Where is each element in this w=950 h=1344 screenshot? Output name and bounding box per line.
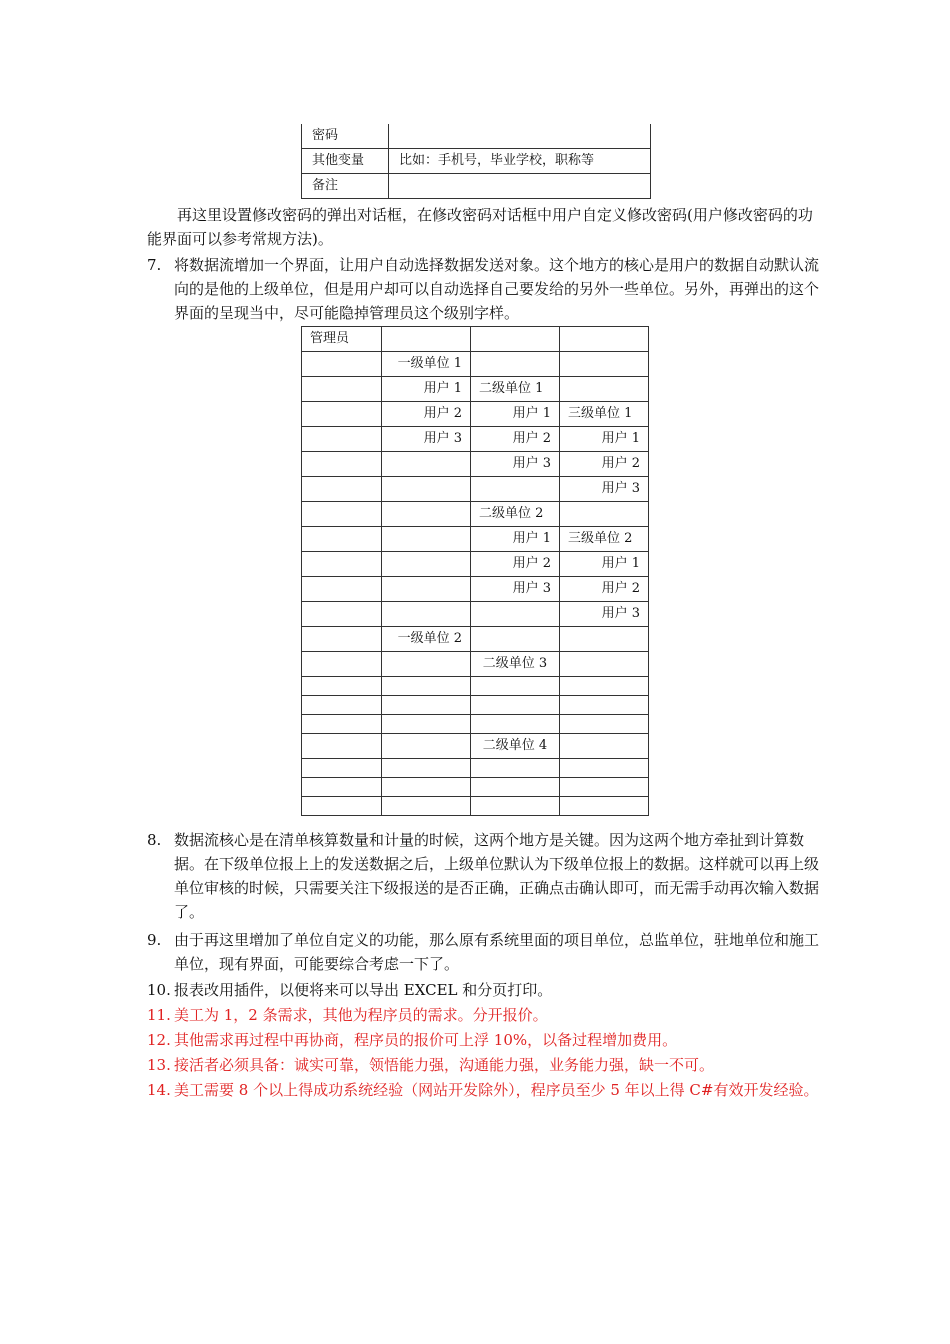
table-row (302, 427, 649, 452)
table-cell (560, 327, 649, 352)
table-cell (471, 778, 560, 797)
item-text: 报表改用插件，以便将来可以导出 EXCEL 和分页打印。 (174, 981, 553, 999)
table-cell: 用户 2 (560, 452, 649, 477)
table-cell (382, 327, 471, 352)
table-row (302, 552, 649, 577)
table-cell (560, 677, 649, 696)
table-cell (471, 327, 560, 352)
table-cell (382, 602, 471, 627)
table-cell (560, 627, 649, 652)
list-item (147, 1078, 827, 1102)
table-cell: 用户 3 (471, 577, 560, 602)
table-cell (302, 377, 382, 402)
table-cell: 三级单位 2 (560, 527, 649, 552)
list-item (147, 1003, 827, 1027)
table-cell (471, 759, 560, 778)
table-cell (471, 602, 560, 627)
item-text: 由于再这里增加了单位自定义的功能，那么原有系统里面的项目单位，总监单位，驻地单位和施工单位，现有界面，可能要综合考虑一下了。 (174, 931, 820, 973)
table-cell (302, 452, 382, 477)
list-item (147, 253, 827, 325)
table-cell: 用户 3 (560, 477, 649, 502)
table-cell (302, 677, 382, 696)
table-row (302, 477, 649, 502)
item-number: 13. (147, 1056, 171, 1074)
item-text: 接活者必须具备：诚实可靠，领悟能力强，沟通能力强，业务能力强，缺一不可。 (174, 1056, 715, 1074)
item-text: 其他需求再过程中再协商，程序员的报价可上浮 10%，以备过程增加费用。 (174, 1031, 678, 1049)
table-cell (382, 577, 471, 602)
table-row (302, 734, 649, 759)
table-cell (560, 778, 649, 797)
table-cell (382, 452, 471, 477)
table-cell: 二级单位 2 (471, 502, 560, 527)
table-cell (302, 652, 382, 677)
field-name: 备注 (302, 174, 389, 199)
table-cell: 用户 2 (471, 427, 560, 452)
item-text: 美工需要 8 个以上得成功系统经验（网站开发除外），程序员至少 5 年以上得 C#有效开发经验。 (174, 1081, 819, 1099)
table-row (302, 527, 649, 552)
table-cell: 用户 2 (560, 577, 649, 602)
item-text: 数据流核心是在清单核算数量和计量的时候，这两个地方是关键。因为这两个地方牵扯到计算数据。在下级单位报上上的发送数据之后，上级单位默认为下级单位报上的数据。这样就可以再上级单位审核的时候，只需要关注下级报送的是否正确，正确点击确认即可，而无需手动再次输入数据了。 (174, 831, 820, 921)
table-row (302, 149, 651, 174)
table-row (302, 778, 649, 797)
table-cell (382, 677, 471, 696)
table-cell (382, 527, 471, 552)
table-cell (560, 797, 649, 816)
table-cell (471, 797, 560, 816)
list-item (147, 1028, 827, 1052)
table-cell (302, 577, 382, 602)
table-row (302, 677, 649, 696)
table-cell (471, 696, 560, 715)
table-cell (560, 715, 649, 734)
list-item (147, 828, 827, 924)
field-note: 比如：手机号，毕业学校，职称等 (389, 149, 651, 174)
table-row (302, 797, 649, 816)
field-name: 其他变量 (302, 149, 389, 174)
table-row (302, 352, 649, 377)
table-cell (382, 734, 471, 759)
table-cell: 用户 1 (382, 377, 471, 402)
table-row (302, 627, 649, 652)
table-row (302, 759, 649, 778)
table-row (302, 327, 649, 352)
item-number: 11. (147, 1006, 171, 1024)
table-cell: 用户 3 (560, 602, 649, 627)
item-number: 12. (147, 1031, 171, 1049)
table-cell (382, 696, 471, 715)
table-cell (560, 734, 649, 759)
table-cell (560, 352, 649, 377)
item-number: 10. (147, 981, 171, 999)
table-cell (471, 715, 560, 734)
list-item (147, 978, 827, 1002)
table-row (302, 715, 649, 734)
field-note (389, 174, 651, 199)
table-cell (302, 402, 382, 427)
table-cell (382, 502, 471, 527)
table-row (302, 402, 649, 427)
table-cell (302, 759, 382, 778)
table-cell: 一级单位 1 (382, 352, 471, 377)
table-row (302, 502, 649, 527)
field-note (389, 124, 651, 149)
table-cell (302, 552, 382, 577)
table-row (302, 652, 649, 677)
table-cell (471, 352, 560, 377)
table-row (302, 577, 649, 602)
table-cell (471, 677, 560, 696)
item-text: 将数据流增加一个界面，让用户自动选择数据发送对象。这个地方的核心是用户的数据自动默认流向的是他的上级单位，但是用户却可以自动选择自己要发给的另外一些单位。另外，再弹出的这个界面的呈现当中，尽可能隐掉管理员这个级别字样。 (174, 256, 820, 322)
item-text: 美工为 1，2 条需求，其他为程序员的需求。分开报价。 (174, 1006, 548, 1024)
table-cell (302, 778, 382, 797)
table-row (302, 452, 649, 477)
table-cell (302, 696, 382, 715)
item-number: 8. (147, 831, 162, 849)
table-cell (560, 759, 649, 778)
table-cell (560, 652, 649, 677)
table-cell (560, 696, 649, 715)
item-number: 9. (147, 931, 162, 949)
table-cell (302, 427, 382, 452)
item-number: 7. (147, 256, 162, 274)
table-cell: 用户 3 (471, 452, 560, 477)
table-cell (382, 759, 471, 778)
table-row (302, 696, 649, 715)
list-item (147, 928, 827, 976)
table-cell: 用户 1 (560, 552, 649, 577)
table-cell (560, 502, 649, 527)
table-cell (302, 734, 382, 759)
user-fields-table (301, 124, 651, 199)
table-cell (302, 527, 382, 552)
table-cell (302, 352, 382, 377)
table-cell (560, 377, 649, 402)
table-cell (471, 477, 560, 502)
item-number: 14. (147, 1081, 171, 1099)
field-name: 密码 (302, 124, 389, 149)
table-cell: 三级单位 1 (560, 402, 649, 427)
table-cell: 用户 1 (471, 527, 560, 552)
table-row (302, 174, 651, 199)
table-cell (302, 797, 382, 816)
table-cell: 用户 2 (382, 402, 471, 427)
table-cell (382, 477, 471, 502)
table-cell (382, 552, 471, 577)
table-cell (382, 715, 471, 734)
table-cell (382, 652, 471, 677)
table-cell: 管理员 (302, 327, 382, 352)
table-cell: 用户 2 (471, 552, 560, 577)
table-cell (382, 778, 471, 797)
table-cell: 二级单位 3 (471, 652, 560, 677)
table-row (302, 124, 651, 149)
table-cell: 用户 3 (382, 427, 471, 452)
table-cell (302, 502, 382, 527)
table-cell: 用户 1 (560, 427, 649, 452)
table-cell (302, 627, 382, 652)
table-cell: 用户 1 (471, 402, 560, 427)
intro-paragraph: 再这里设置修改密码的弹出对话框，在修改密码对话框中用户自定义修改密码(用户修改密码的功能界面可以参考常规方法)。 (147, 206, 813, 248)
hierarchy-table (301, 326, 649, 816)
list-item (147, 1053, 827, 1077)
table-cell (471, 627, 560, 652)
table-row (302, 377, 649, 402)
table-cell (382, 797, 471, 816)
table-cell (302, 477, 382, 502)
table-cell: 一级单位 2 (382, 627, 471, 652)
table-cell (302, 602, 382, 627)
table-row (302, 602, 649, 627)
table-cell: 二级单位 1 (471, 377, 560, 402)
table-cell (302, 715, 382, 734)
table-cell: 二级单位 4 (471, 734, 560, 759)
